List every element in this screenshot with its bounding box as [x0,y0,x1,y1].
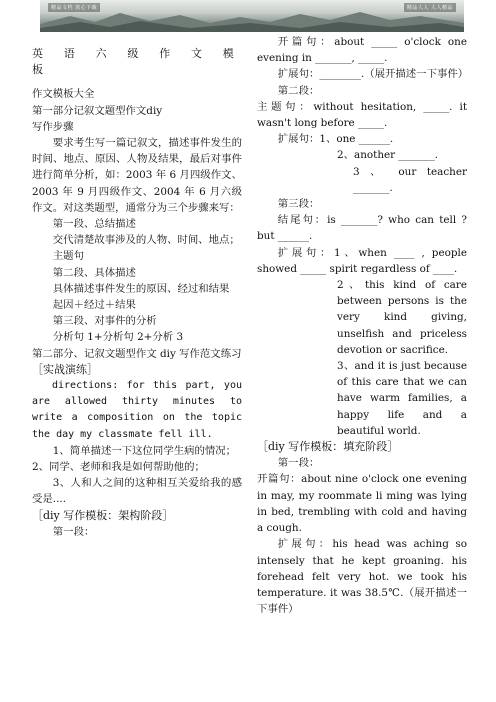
paragraph: 交代清楚故事涉及的人物、时间、地点； [52,234,240,247]
paragraph: 扩展句：1、when ____ , people showed _____ spirit regardless of ____. [257,246,467,275]
paragraph: 扩展句：his head was aching so intensely that he kept groaning. his forehead felt very hot. we took his temperature. it was 38.5℃.（展开描述一下事件） [257,538,467,616]
paragraph: 第二段、具体描述 [52,266,136,279]
paragraph: 主题句 [52,250,84,263]
paragraph: 扩展句：1、one ______. [277,133,394,146]
paragraph: ［diy 写作模板：填充阶段］ [257,440,399,454]
paragraph: 作文模板大全 [32,88,95,101]
paragraph: 英 语 六 级 作 文 模 板 [32,47,242,77]
paragraph: 3、and it is just because of this care that we can have warm families, a happy life and a beautiful world. [337,360,467,437]
paragraph: 第二段： [277,84,320,97]
left-column [32,34,242,540]
paragraph: 3、人和人之间的这种相互关爱给我的感受是.... [32,477,242,506]
paragraph: 第一段： [52,525,95,538]
header-left-label: 精品文档 放心下载 [48,3,100,12]
right-column [257,34,467,617]
header-banner [40,0,464,32]
paragraph: 扩展句：________.（展开描述一下事件） [277,68,469,81]
paragraph: 开篇句：about nine o'clock one evening in may, my roommate li ming was lying in bed, trembling with cold and having a cough. [257,473,467,535]
paragraph: 具体描述事件发生的原因、经过和结果 [52,282,230,295]
paragraph: directions: for this part, you are allowed thirty minutes to write a composition on the topic the day my classmate fell ill. [32,380,242,440]
paragraph: 第一段： [277,457,320,470]
paragraph: 写作步骤 [32,120,74,133]
paragraph: 主题句：without hesitation, _____. it wasn't long before _____. [257,100,467,130]
paragraph: 第三段： [277,198,320,211]
paragraph: 起因＋经过＋结果 [52,299,136,312]
paragraph: 要求考生写一篇记叙文，描述事件发生的时间、地点、原因、人物及结果，最后对事件进行简单分析，如：2003 年 6 月四级作文、2003 年 9 月四级作文、2004 年 6 月六级作文。对这类题型，通常分为三个步骤来写： [32,137,242,214]
paragraph: 第一段、总结描述 [52,218,136,231]
header-right-label: 精品人人 人人精品 [404,3,456,12]
paragraph: 2、同学、老师和我是如何帮助他的； [32,461,205,474]
paragraph: 第三段、对事件的分析 [52,315,157,328]
paragraph: ［实战演练］ [32,362,98,376]
paragraph: 2、another _______. [337,149,439,162]
mountain-landscape-image [40,8,464,32]
paragraph: 3 、 our teacher _______. [353,165,467,194]
paragraph: 1、简单描述一下这位同学生病的情况； [52,444,237,457]
paragraph: 第二部分、记叙文题型作文 diy 写作范文练习 [32,347,242,360]
paragraph: 结尾句：is _______? who can tell ? but ______. [257,214,467,243]
paragraph: 第一部分记叙文题型作文diy [32,104,163,117]
paragraph: 开篇句：about _____ o'clock one evening in _______, _____. [257,36,467,65]
paragraph: 分析句 1+分析句 2+分析 3 [52,331,184,344]
paragraph: 2、this kind of care between persons is the very kind giving, unselfish and priceless devotion or sacrifice. [337,279,467,356]
paragraph: ［diy 写作模板：架构阶段］ [32,508,174,522]
